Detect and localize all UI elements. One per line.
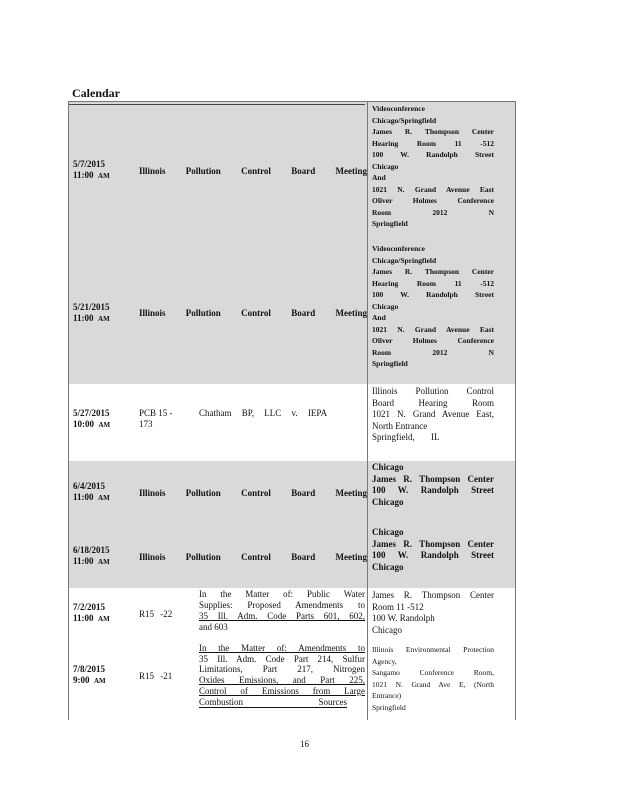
description-cell: Chatham BP, LLC v. IEPA [199, 408, 328, 418]
table-row [69, 588, 515, 720]
case-number-cell: R15 -22 [139, 609, 173, 619]
page-number: 16 [300, 739, 309, 749]
column-divider [367, 102, 368, 720]
table-row [69, 461, 515, 588]
table-row [69, 384, 515, 461]
case-number-cell: R15 -21 [139, 671, 173, 681]
location-cell: Chicago James R. Thompson Center 100 W. Randolph Street Chicago [372, 462, 494, 507]
table-row [69, 243, 515, 384]
location-cell: James R. Thompson Center Room 11 -512 100 W. Randolph Chicago [372, 590, 494, 635]
description-cell: Illinois Pollution Control Board Meeting [139, 166, 367, 176]
divider [69, 104, 365, 105]
location-cell: Videoconference Chicago/Springfield James R. Thompson Center Hearing Room 11 -512 100 W. Randolph Street Chicago And 1021 N. Grand Avenue East Oliver Holmes Conference Room 2012 N Springfield [372, 244, 494, 368]
date-cell: 5/21/2015 11:00 AM [73, 302, 110, 323]
table-row [69, 102, 515, 243]
description-cell: Illinois Pollution Control Board Meeting [139, 488, 367, 498]
location-cell: Illinois Pollution Control Board Hearing Room 1021 N. Grand Avenue East, North Entrance Springfield, IL [372, 386, 494, 442]
date-cell: 6/4/2015 11:00 AM [73, 481, 110, 502]
calendar-table [68, 101, 516, 720]
date-cell: 7/8/2015 9:00 AM [73, 664, 106, 685]
date-cell: 6/18/2015 11:00 AM [73, 545, 110, 566]
description-cell: In the Matter of: Amendments to 35 Ill. Adm. Code Part 214, Sulfur Limitations, Part 217, Nitrogen Oxides Emissions, and Part 225, Control of Emissions from Large Combustion Sources [199, 643, 365, 707]
case-number-cell: PCB 15 - 173 [139, 408, 173, 429]
description-cell: Illinois Pollution Control Board Meeting [139, 552, 367, 562]
description-cell: In the Matter of: Public Water Supplies: Proposed Amendments to 35 Ill. Adm. Code Parts 601, 602, and 603 [199, 589, 365, 632]
location-cell: Videoconference Chicago/Springfield James R. Thompson Center Hearing Room 11 -512 100 W. Randolph Street Chicago And 1021 N. Grand Avenue East Oliver Holmes Conference Room 2012 N Springfield [372, 104, 494, 228]
date-cell: 7/2/2015 11:00 AM [73, 602, 110, 623]
location-cell: Illinois Environmental Protection Agency, Sangamo Conference Room, 1021 N. Grand Ave E, (North Entrance) Springfield [372, 645, 494, 712]
page-heading: Calendar [72, 86, 120, 100]
date-cell: 5/27/2015 10:00 AM [73, 408, 111, 429]
description-cell: Illinois Pollution Control Board Meeting [139, 308, 367, 318]
date-cell: 5/7/2015 11:00 AM [73, 159, 110, 180]
location-cell: Chicago James R. Thompson Center 100 W. Randolph Street Chicago [372, 527, 494, 572]
